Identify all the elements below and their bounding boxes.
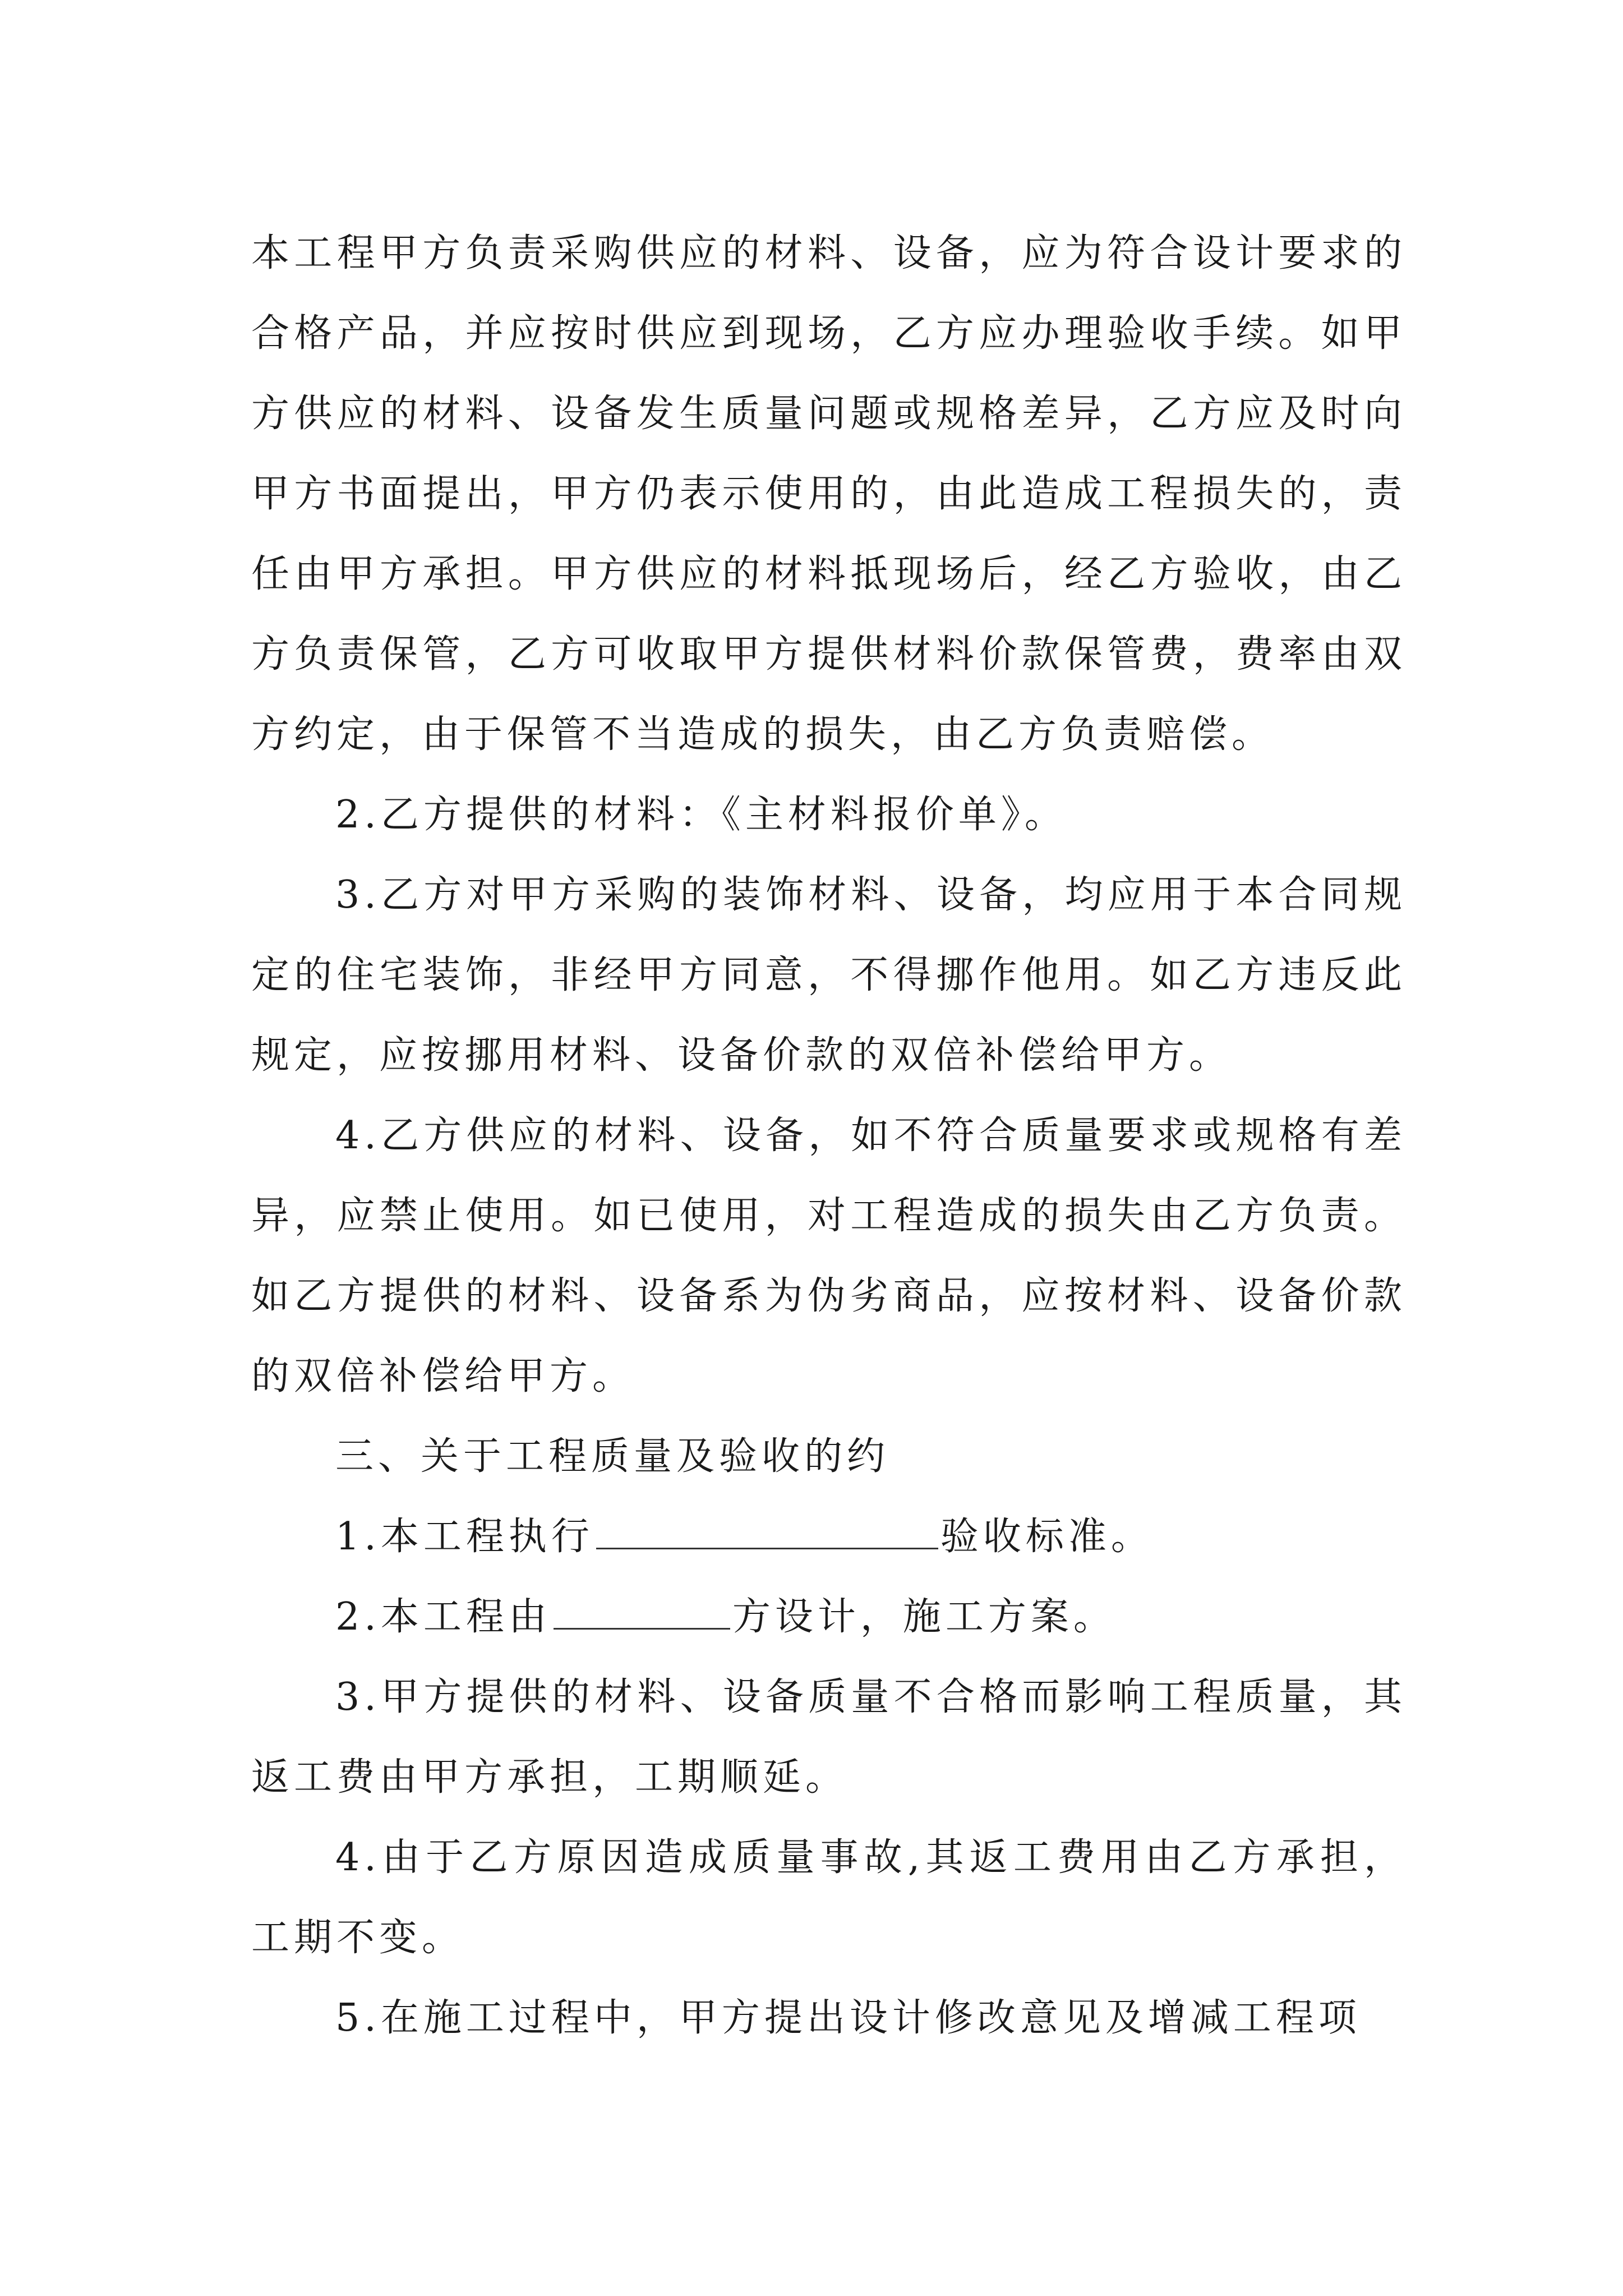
paragraph-material-supply: 本工程甲方负责采购供应的材料、设备，应为符合设计要求的合格产品，并应按时供应到现场，乙方应办理验收手续。如甲方供应的材料、设备发生质量问题或规格差异，乙方应及时向甲方书面提出，甲方仍表示使用的，由此造成工程损失的，责任由甲方承担。甲方供应的材料抵现场后，经乙方验收，由乙方负责保管，乙方可收取甲方提供材料价款保管费，费率由双方约定，由于保管不当造成的损失，由乙方负责赔偿。 (251, 231, 1407, 757)
paragraph-quality-item-2 (251, 1577, 1407, 1657)
item2-text-before: 2.本工程由 (335, 1595, 551, 1639)
paragraph-item-3: 3.乙方对甲方采购的装饰材料、设备，均应用于本合同规定的住宅装饰，非经甲方同意，不得挪作他用。如乙方违反此规定，应按挪用材料、设备价款的双倍补偿给甲方。 (251, 873, 1407, 1078)
paragraph-item-2: 2.乙方提供的材料：《主材料报价单》。 (335, 793, 1067, 837)
paragraph-quality-item-1 (251, 1497, 1407, 1577)
paragraph-quality-item-4: 4.由于乙方原因造成质量事故,其返工费用由乙方承担，工期不变。 (251, 1835, 1407, 1960)
fill-in-blank-designer[interactable] (554, 1594, 730, 1630)
item1-text-before: 1.本工程执行 (335, 1515, 594, 1559)
paragraph-quality-item-3: 3.甲方提供的材料、设备质量不合格而影响工程质量，其返工费由甲方承担，工期顺延。 (251, 1675, 1407, 1800)
item2-text-after: 方设计，施工方案。 (732, 1595, 1116, 1639)
document-body (251, 213, 1407, 2058)
item1-text-after: 验收标准。 (940, 1515, 1154, 1559)
section-heading-quality: 三、关于工程质量及验收的约 (335, 1434, 890, 1479)
paragraph-quality-item-5: 5.在施工过程中，甲方提出设计修改意见及增减工程项 (335, 1996, 1361, 2040)
paragraph-item-4: 4.乙方供应的材料、设备，如不符合质量要求或规格有差异，应禁止使用。如已使用，对工程造成的损失由乙方负责。如乙方提供的材料、设备系为伪劣商品，应按材料、设备价款的双倍补偿给甲方。 (251, 1114, 1407, 1398)
fill-in-blank-standard[interactable] (596, 1514, 938, 1549)
